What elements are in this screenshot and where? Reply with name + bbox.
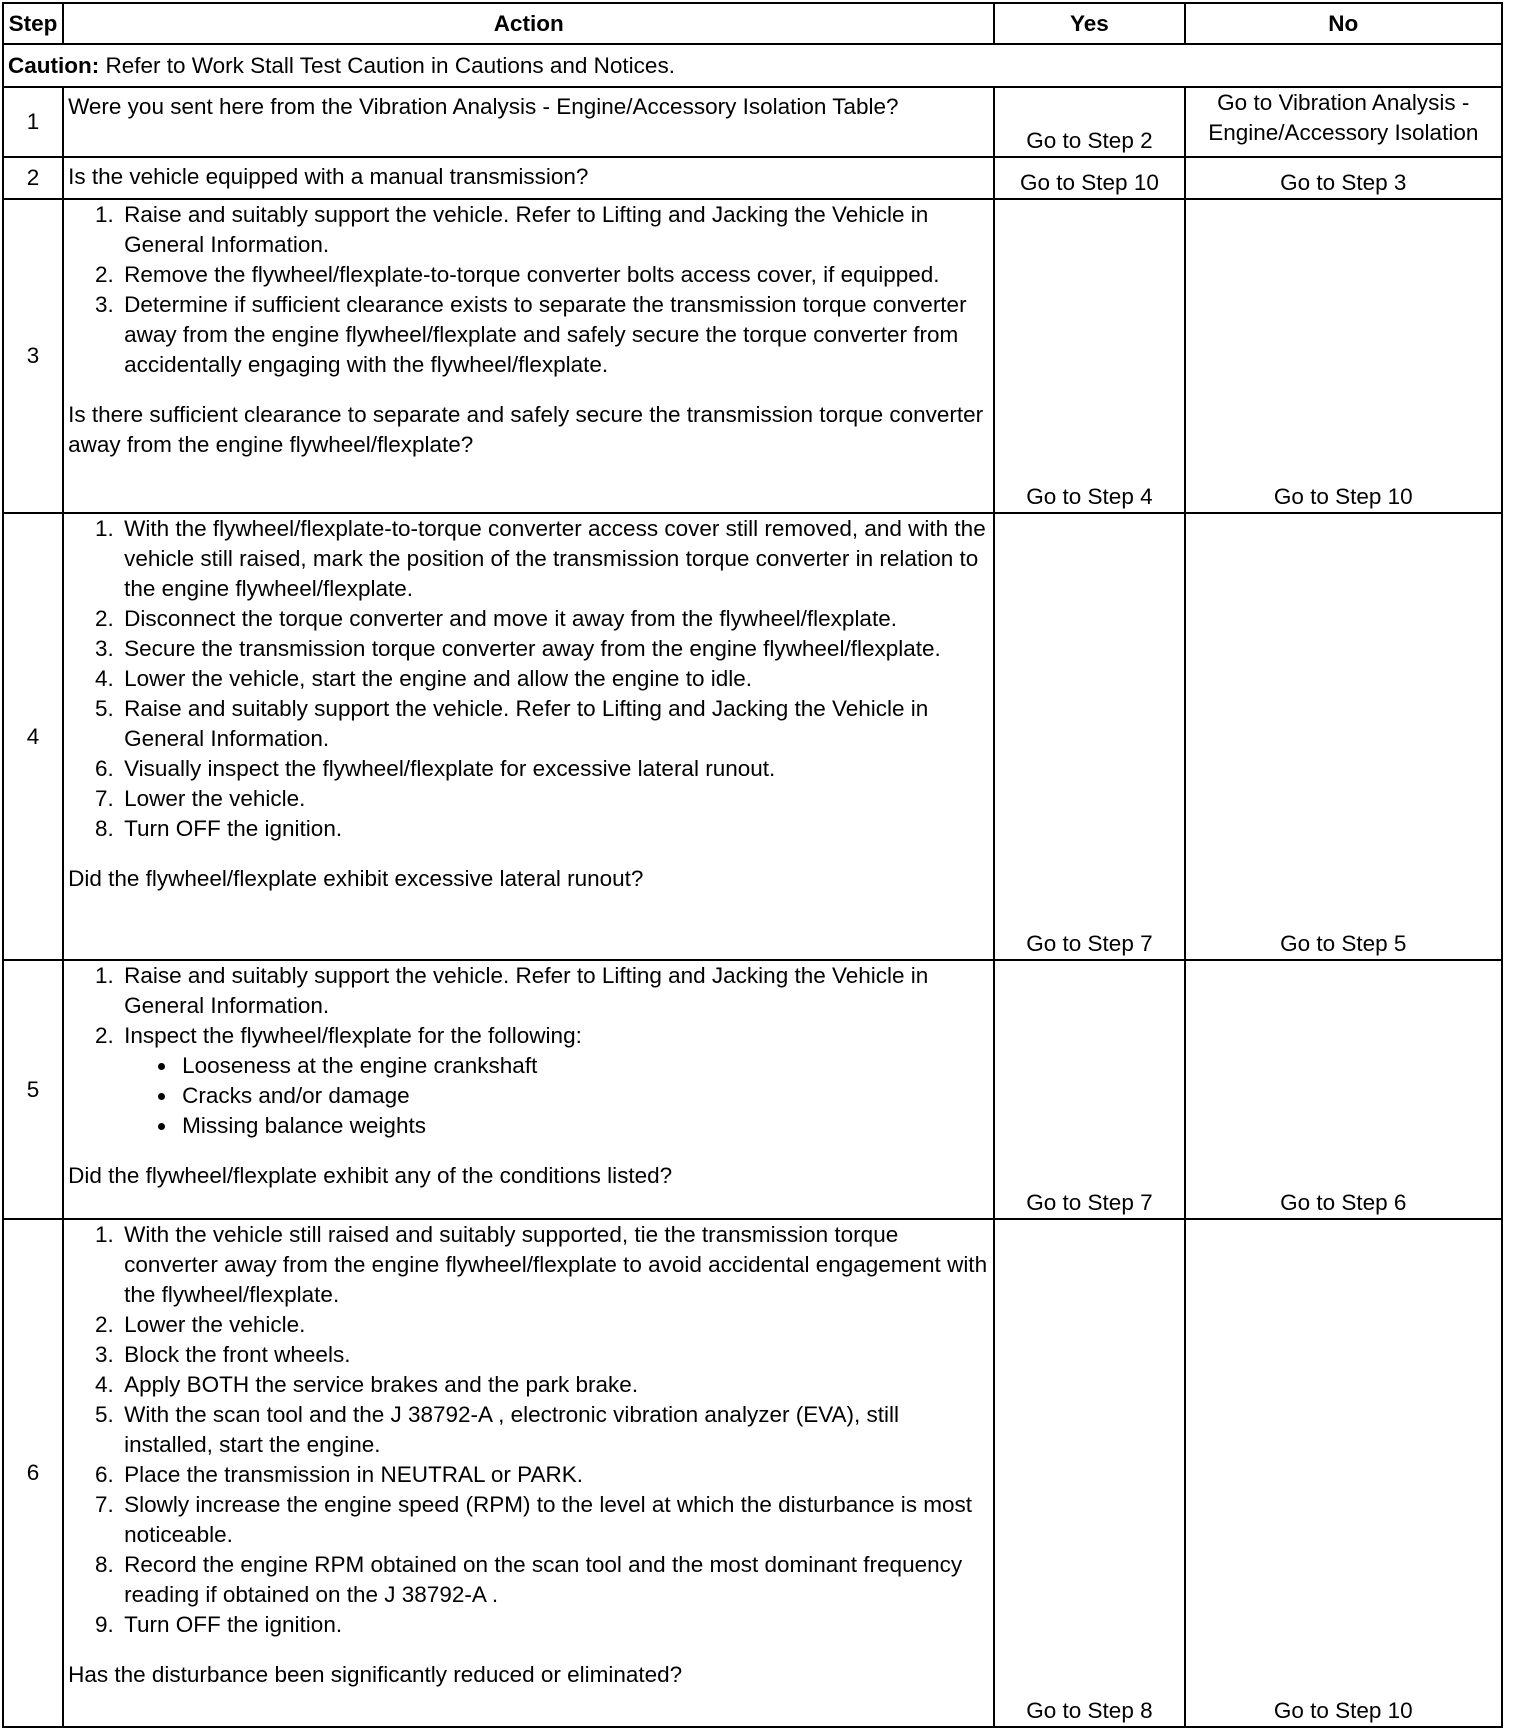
yes-cell: Go to Step 10 (994, 157, 1184, 199)
condition-item: • Cracks and/or damage (178, 1081, 989, 1111)
action-step: 2. Lower the vehicle. (120, 1310, 989, 1340)
action-step: 6. Visually inspect the flywheel/flexplate for excessive lateral runout. (120, 754, 989, 784)
action-step: 6. Place the transmission in NEUTRAL or PARK. (120, 1460, 989, 1490)
diagnostic-table (2, 2, 1503, 1728)
action-step: 7. Slowly increase the engine speed (RPM) to the level at which the disturbance is most noticeable. (120, 1490, 989, 1550)
condition-item: • Missing balance weights (178, 1111, 989, 1141)
step-number: 6 (3, 1219, 63, 1727)
step-number: 5 (3, 960, 63, 1219)
action-step: 1. Raise and suitably support the vehicle. Refer to Lifting and Jacking the Vehicle in General Information. (120, 200, 989, 260)
action-cell (63, 513, 994, 960)
yes-cell: Go to Step 2 (994, 87, 1184, 157)
step-number: 1 (3, 87, 63, 157)
action-cell (63, 87, 994, 157)
step-number: 4 (3, 513, 63, 960)
action-cell (63, 157, 994, 199)
action-step: 4. Lower the vehicle, start the engine and allow the engine to idle. (120, 664, 989, 694)
action-steps-list (68, 200, 989, 380)
table-row (3, 87, 1502, 157)
action-step: 2. Disconnect the torque converter and move it away from the flywheel/flexplate. (120, 604, 989, 634)
condition-item: • Looseness at the engine crankshaft (178, 1051, 989, 1081)
step-question: Is there sufficient clearance to separate and safely secure the transmission torque converter away from the engine flywheel/flexplate? (68, 402, 984, 457)
step-number: 2 (3, 157, 63, 199)
yes-cell: Go to Step 4 (994, 199, 1184, 513)
step-number: 3 (3, 199, 63, 513)
table-row (3, 199, 1502, 513)
action-step (120, 1021, 989, 1141)
no-cell: Go to Vibration Analysis - Engine/Accessory Isolation (1185, 87, 1502, 157)
action-steps-list (68, 961, 989, 1141)
action-cell (63, 199, 994, 513)
condition-list (124, 1051, 989, 1141)
yes-cell: Go to Step 7 (994, 513, 1184, 960)
action-step: 1. With the vehicle still raised and suitably supported, tie the transmission torque converter away from the engine flywheel/flexplate to avoid accidental engagement with the flywheel/flexplate. (120, 1220, 989, 1310)
no-cell: Go to Step 3 (1185, 157, 1502, 199)
yes-cell: Go to Step 7 (994, 960, 1184, 1219)
action-cell (63, 1219, 994, 1727)
step-question: Is the vehicle equipped with a manual transmission? (68, 164, 589, 189)
caution-text: Refer to Work Stall Test Caution in Cautions and Notices. (105, 52, 675, 78)
action-step: 3. Secure the transmission torque converter away from the engine flywheel/flexplate. (120, 634, 989, 664)
step-question: Did the flywheel/flexplate exhibit excessive lateral runout? (68, 866, 644, 891)
action-step: 1. Raise and suitably support the vehicle. Refer to Lifting and Jacking the Vehicle in General Information. (120, 961, 989, 1021)
action-steps-list (68, 1220, 989, 1640)
action-step: 1. With the flywheel/flexplate-to-torque converter access cover still removed, and with the vehicle still raised, mark the position of the transmission torque converter in relation to the engine flywheel/flexplate. (120, 514, 989, 604)
header-row (3, 3, 1502, 44)
action-cell (63, 960, 994, 1219)
step-question: Has the disturbance been significantly reduced or eliminated? (68, 1662, 683, 1687)
header-action: Action (63, 3, 994, 44)
action-step: 3. Block the front wheels. (120, 1340, 989, 1370)
table-row (3, 1219, 1502, 1727)
action-steps-list (68, 514, 989, 844)
no-cell: Go to Step 10 (1185, 1219, 1502, 1727)
no-cell: Go to Step 5 (1185, 513, 1502, 960)
caution-label: Caution: (8, 52, 100, 78)
action-step: 4. Apply BOTH the service brakes and the park brake. (120, 1370, 989, 1400)
action-step: 2. Remove the flywheel/flexplate-to-torque converter bolts access cover, if equipped. (120, 260, 989, 290)
action-step: 5. Raise and suitably support the vehicle. Refer to Lifting and Jacking the Vehicle in General Information. (120, 694, 989, 754)
action-step: 8. Turn OFF the ignition. (120, 814, 989, 844)
action-step: 3. Determine if sufficient clearance exists to separate the transmission torque converter away from the engine flywheel/flexplate and safely secure the torque converter from accidentally engaging with the flywheel/flexplate. (120, 290, 989, 380)
step-question: Were you sent here from the Vibration Analysis - Engine/Accessory Isolation Table? (68, 94, 899, 119)
no-cell: Go to Step 6 (1185, 960, 1502, 1219)
caution-cell (3, 44, 1502, 87)
yes-cell: Go to Step 8 (994, 1219, 1184, 1727)
table-row (3, 513, 1502, 960)
table-row (3, 960, 1502, 1219)
header-no: No (1185, 3, 1502, 44)
header-yes: Yes (994, 3, 1184, 44)
action-step-text: Inspect the flywheel/flexplate for the following: (124, 1023, 582, 1048)
step-question: Did the flywheel/flexplate exhibit any of the conditions listed? (68, 1163, 673, 1188)
action-step: 9. Turn OFF the ignition. (120, 1610, 989, 1640)
header-step: Step (3, 3, 63, 44)
action-step: 5. With the scan tool and the J 38792-A , electronic vibration analyzer (EVA), still installed, start the engine. (120, 1400, 989, 1460)
table-row (3, 157, 1502, 199)
action-step: 8. Record the engine RPM obtained on the scan tool and the most dominant frequency reading if obtained on the J 38792-A . (120, 1550, 989, 1610)
no-cell: Go to Step 10 (1185, 199, 1502, 513)
caution-row (3, 44, 1502, 87)
action-step: 7. Lower the vehicle. (120, 784, 989, 814)
